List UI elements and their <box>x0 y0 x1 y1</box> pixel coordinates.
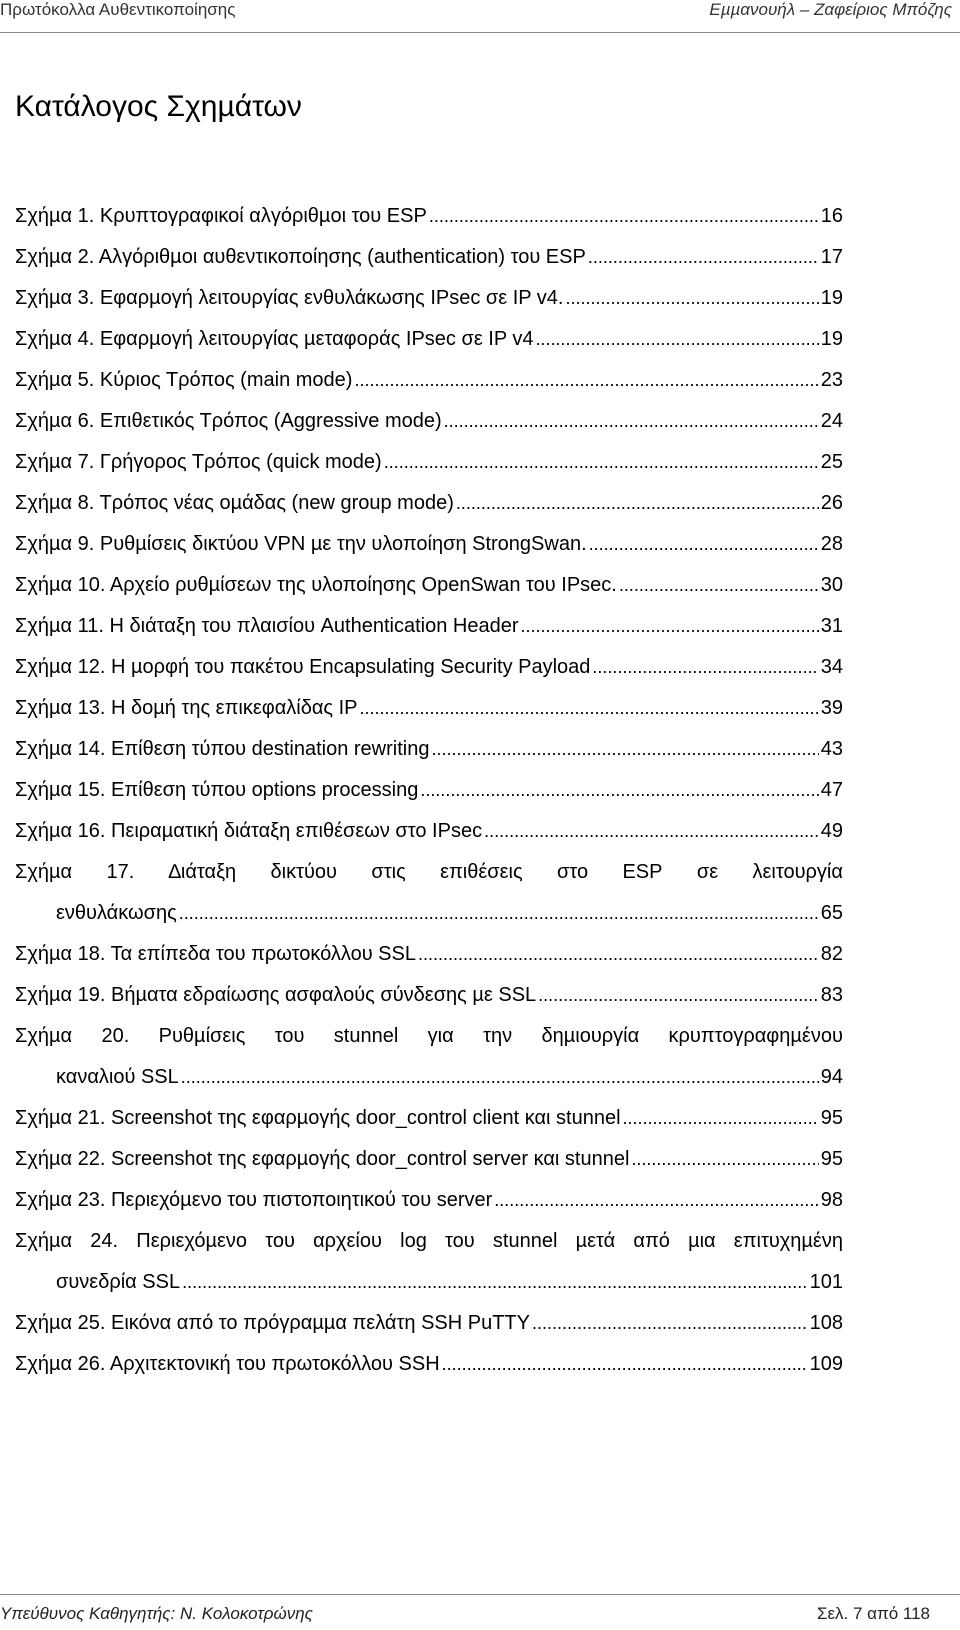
figure-entry[interactable] <box>15 1303 843 1344</box>
figure-entry-word: ESP <box>622 861 663 883</box>
figure-entry-word: επιτυχηµένη <box>733 1230 843 1252</box>
figure-entry-line <box>15 688 843 729</box>
figure-entry-line <box>15 524 843 565</box>
figure-entry-word: λειτουργία <box>752 861 843 883</box>
dot-leader <box>631 1139 818 1180</box>
figure-entry-word: Σχήµα <box>15 1025 73 1047</box>
figure-entry-line <box>15 483 843 524</box>
dot-leader <box>538 975 819 1016</box>
figure-entry[interactable] <box>15 319 843 360</box>
figure-entry-word: Σχήµα <box>15 861 73 883</box>
figure-entry-title: Σχήµα 12. Η µορφή του πακέτου Encapsulating Security Payload <box>15 656 591 678</box>
figure-entry[interactable] <box>15 1016 843 1098</box>
figure-entry-word: την <box>483 1025 513 1047</box>
dot-leader <box>179 893 819 934</box>
figure-entry[interactable] <box>15 1139 843 1180</box>
dot-leader <box>429 196 819 237</box>
figure-entry[interactable] <box>15 237 843 278</box>
figure-entry-title: Σχήµα 26. Αρχιτεκτονική του πρωτοκόλλου SSH <box>15 1353 440 1375</box>
figure-entry[interactable] <box>15 770 843 811</box>
figure-entry-title: Σχήµα 16. Πειραµατική διάταξη επιθέσεων στο IPsec <box>15 820 483 842</box>
dot-leader <box>360 688 819 729</box>
figure-entry[interactable] <box>15 565 843 606</box>
header-left-title: Πρωτόκολλα Αυθεντικοποίησης <box>0 0 236 19</box>
figure-entry-line <box>15 319 843 360</box>
footer-page-number: Σελ. 7 από 118 <box>816 1604 930 1623</box>
figure-entry-word: δηµιουργία <box>541 1025 640 1047</box>
footer-supervisor: Υπεύθυνος Καθηγητής: Ν. Κολοκοτρώνης <box>0 1604 313 1623</box>
dot-leader <box>566 278 819 319</box>
figure-entry[interactable] <box>15 934 843 975</box>
figure-entry-title: Σχήµα 13. Η δοµή της επικεφαλίδας IP <box>15 697 358 719</box>
dot-leader <box>588 237 819 278</box>
figure-entry-line <box>15 401 843 442</box>
figure-entry-page: 26 <box>820 492 843 514</box>
figure-entry-word: επιθέσεις <box>440 861 523 883</box>
figure-entry-line <box>15 729 843 770</box>
figure-entry-word: δικτύου <box>270 861 337 883</box>
figure-entry-word: στις <box>371 861 406 883</box>
figure-entry[interactable] <box>15 524 843 565</box>
figure-entry-line <box>15 1139 843 1180</box>
figure-entry-page: 108 <box>809 1312 843 1334</box>
header-rule <box>0 32 960 33</box>
figure-entry[interactable] <box>15 278 843 319</box>
figure-entry-word: του <box>445 1230 475 1252</box>
figure-list <box>15 196 843 1385</box>
dot-leader <box>532 1303 808 1344</box>
page-footer <box>0 1594 960 1630</box>
figure-entry-word: από <box>633 1230 670 1252</box>
figure-entry-line <box>15 606 843 647</box>
figure-entry-title: Σχήµα 8. Τρόπος νέας οµάδας (new group mode) <box>15 492 454 514</box>
figure-entry[interactable] <box>15 1180 843 1221</box>
figure-entry-line <box>15 196 843 237</box>
dot-leader <box>589 524 819 565</box>
dot-leader <box>619 565 819 606</box>
figure-entry-page: 19 <box>820 328 843 350</box>
figure-entry-title: ενθυλάκωσης <box>56 902 177 924</box>
figure-entry[interactable] <box>15 196 843 237</box>
figure-entry[interactable] <box>15 401 843 442</box>
figure-entry-line <box>15 442 843 483</box>
figure-entry-page: 17 <box>820 246 843 268</box>
figure-entry-page: 19 <box>820 287 843 309</box>
figure-entry[interactable] <box>15 811 843 852</box>
figure-entry[interactable] <box>15 1098 843 1139</box>
figure-entry-title: Σχήµα 6. Επιθετικός Τρόπος (Aggressive mode) <box>15 410 442 432</box>
figure-entry-word: log <box>400 1230 427 1252</box>
figure-entry-word: στο <box>557 861 589 883</box>
figure-entry-line <box>15 1057 843 1098</box>
figure-entry-word: σε <box>696 861 719 883</box>
figure-entry-title: Σχήµα 4. Εφαρµογή λειτουργίας µεταφοράς IPsec σε IP v4 <box>15 328 534 350</box>
figure-entry-line <box>15 1303 843 1344</box>
figure-entry-word: stunnel <box>333 1025 399 1047</box>
figure-entry-page: 95 <box>820 1107 843 1129</box>
figure-entry-title: Σχήµα 1. Κρυπτογραφικοί αλγόριθµοι του ESP <box>15 205 427 227</box>
figure-entry-word: µια <box>688 1230 716 1252</box>
dot-leader <box>418 934 819 975</box>
figure-entry-title: Σχήµα 19. Βήµατα εδραίωσης ασφαλούς σύνδεσης µε SSL <box>15 984 537 1006</box>
figure-entry-line <box>15 360 843 401</box>
figure-entry-page: 101 <box>809 1271 843 1293</box>
figure-entry-page: 95 <box>820 1148 843 1170</box>
header-author: Εµµανουήλ – Ζαφείριος Μπόζης <box>709 0 952 19</box>
figure-entry-page: 47 <box>820 779 843 801</box>
figure-entry-word: Περιεχόµενο <box>136 1230 248 1252</box>
figure-entry-word: 24. <box>90 1230 119 1252</box>
figure-entry-line <box>15 811 843 852</box>
figure-entry-word: κρυπτογραφηµένου <box>668 1025 843 1047</box>
figure-entry-page: 30 <box>820 574 843 596</box>
figure-entry-first-line <box>15 1016 843 1057</box>
dot-leader <box>456 483 819 524</box>
figure-entry[interactable] <box>15 442 843 483</box>
figure-entry-title: Σχήµα 23. Περιεχόµενο του πιστοποιητικού του server <box>15 1189 493 1211</box>
figure-entry-word: ∆ιάταξη <box>168 861 237 883</box>
figure-entry-title: καναλιού SSL <box>56 1066 179 1088</box>
figure-entry-title: Σχήµα 3. Εφαρµογή λειτουργίας ενθυλάκωσης IPsec σε IP v4. <box>15 287 564 309</box>
figure-entry-page: 28 <box>820 533 843 555</box>
figure-entry-line <box>15 1344 843 1385</box>
dot-leader <box>420 770 818 811</box>
figure-entry-line <box>15 565 843 606</box>
figure-entry-page: 24 <box>820 410 843 432</box>
figure-entry-title: Σχήµα 7. Γρήγορος Τρόπος (quick mode) <box>15 451 382 473</box>
dot-leader <box>536 319 819 360</box>
figure-entry[interactable] <box>15 647 843 688</box>
dot-leader <box>181 1057 819 1098</box>
figure-entry-line <box>15 237 843 278</box>
figure-entry-title: Σχήµα 9. Ρυθµίσεις δικτύου VPN µε την υλοποίηση StrongSwan. <box>15 533 587 555</box>
figure-entry-word: 17. <box>106 861 135 883</box>
figure-entry-title: Σχήµα 10. Αρχείο ρυθµίσεων της υλοποίησης OpenSwan του IPsec. <box>15 574 617 596</box>
figure-entry-title: Σχήµα 2. Αλγόριθµοι αυθεντικοποίησης (authentication) του ESP <box>15 246 586 268</box>
figure-entry-word: του <box>265 1230 295 1252</box>
figure-entry-line <box>15 647 843 688</box>
figure-entry-page: 83 <box>820 984 843 1006</box>
dot-leader <box>444 401 819 442</box>
figure-entry-word: αρχείου <box>313 1230 382 1252</box>
dot-leader <box>494 1180 818 1221</box>
figure-entry-line <box>15 975 843 1016</box>
figure-entry[interactable] <box>15 852 843 934</box>
figure-entry-title: συνεδρία SSL <box>56 1271 181 1293</box>
figure-entry-title: Σχήµα 5. Κύριος Τρόπος (main mode) <box>15 369 353 391</box>
page-title: Κατάλογος Σχηµάτων <box>15 90 302 123</box>
figure-entry-word: 20. <box>101 1025 130 1047</box>
figure-entry[interactable] <box>15 1344 843 1385</box>
dot-leader <box>442 1344 808 1385</box>
dot-leader <box>354 360 818 401</box>
figure-entry-page: 82 <box>820 943 843 965</box>
figure-entry-line <box>15 278 843 319</box>
figure-entry-page: 94 <box>820 1066 843 1088</box>
figure-entry[interactable] <box>15 360 843 401</box>
figure-entry-title: Σχήµα 15. Επίθεση τύπου options processing <box>15 779 419 801</box>
figure-entry-page: 109 <box>809 1353 843 1375</box>
figure-entry[interactable] <box>15 483 843 524</box>
figure-entry-line <box>15 893 843 934</box>
figure-entry-word: stunnel <box>492 1230 558 1252</box>
figure-entry-line <box>15 1180 843 1221</box>
figure-entry-title: Σχήµα 11. Η διάταξη του πλαισίου Authentication Header <box>15 615 519 637</box>
figure-entry-title: Σχήµα 22. Screenshot της εφαρµογής door_control server και stunnel <box>15 1148 630 1170</box>
figure-entry-page: 65 <box>820 902 843 924</box>
figure-entry-page: 49 <box>820 820 843 842</box>
figure-entry-word: µετά <box>575 1230 616 1252</box>
figure-entry[interactable] <box>15 1221 843 1303</box>
figure-entry-line <box>15 770 843 811</box>
figure-entry-line <box>15 1262 843 1303</box>
figure-entry-first-line <box>15 1221 843 1262</box>
figure-entry[interactable] <box>15 688 843 729</box>
figure-entry-line <box>15 1098 843 1139</box>
footer-rule <box>0 1594 960 1595</box>
figure-entry[interactable] <box>15 975 843 1016</box>
figure-entry-title: Σχήµα 25. Εικόνα από το πρόγραµµα πελάτη SSH PuTTY <box>15 1312 530 1334</box>
figure-entry-word: Ρυθµίσεις <box>158 1025 246 1047</box>
figure-entry[interactable] <box>15 729 843 770</box>
page-header <box>0 0 960 34</box>
figure-entry-word: για <box>427 1025 454 1047</box>
dot-leader <box>484 811 819 852</box>
figure-entry-page: 31 <box>820 615 843 637</box>
figure-entry-page: 43 <box>820 738 843 760</box>
figure-entry[interactable] <box>15 606 843 647</box>
figure-entry-page: 98 <box>820 1189 843 1211</box>
figure-entry-page: 23 <box>820 369 843 391</box>
figure-entry-word: Σχήµα <box>15 1230 73 1252</box>
dot-leader <box>384 442 819 483</box>
figure-entry-page: 25 <box>820 451 843 473</box>
figure-entry-title: Σχήµα 21. Screenshot της εφαρµογής door_control client και stunnel <box>15 1107 621 1129</box>
dot-leader <box>521 606 819 647</box>
figure-entry-title: Σχήµα 18. Τα επίπεδα του πρωτοκόλλου SSL <box>15 943 416 965</box>
figure-entry-page: 16 <box>820 205 843 227</box>
dot-leader <box>623 1098 819 1139</box>
figure-entry-page: 34 <box>820 656 843 678</box>
figure-entry-page: 39 <box>820 697 843 719</box>
dot-leader <box>431 729 818 770</box>
dot-leader <box>182 1262 808 1303</box>
figure-entry-line <box>15 934 843 975</box>
figure-entry-title: Σχήµα 14. Επίθεση τύπου destination rewriting <box>15 738 430 760</box>
figure-entry-first-line <box>15 852 843 893</box>
dot-leader <box>592 647 818 688</box>
figure-entry-word: του <box>274 1025 305 1047</box>
